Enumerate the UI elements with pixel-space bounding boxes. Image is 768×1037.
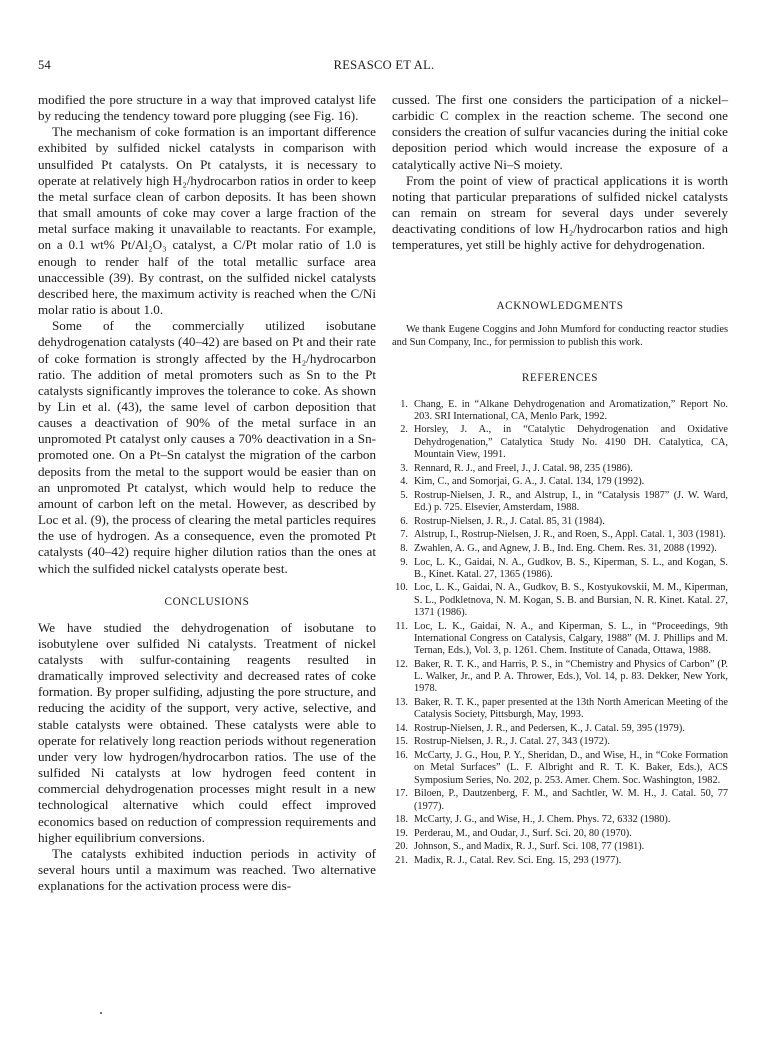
body-paragraph: The catalysts exhibited induction periods in activity of several hours until a maximum was reached. Two alternative explanations for the activation process were dis- (38, 845, 376, 894)
reference-text: Rostrup-Nielsen, J. R., and Alstrup, I., in “Catalysis 1987” (J. W. Ward, Ed.) p. 725. Elsevier, Amsterdam, 1988. (414, 489, 728, 514)
reference-item (392, 750, 728, 787)
reference-item (392, 841, 728, 853)
reference-number: 5. (400, 489, 408, 501)
reference-text: Biloen, P., Dautzenberg, F. M., and Sachtler, W. M. H., J. Catal. 50, 77 (1977). (414, 788, 728, 812)
scan-speck (100, 1012, 102, 1014)
body-paragraph: Some of the commercially utilized isobutane dehydrogenation catalysts (40–42) are based on Pt and their rate of coke formation is strongly affected by the H₂/hydrocarbon ratio. The addition of metal promoters such as Sn to the Pt catalysts significantly improves the tolerance to coke. As shown by Lin et al. (43), the same level of carbon deposition that causes a deactivation of 90% of the metal surface in an unpromoted Pt catalyst only causes a 70% deactivation in a Sn-promoted one. On a Pt–Sn catalyst the migration of the carbon deposits from the metal to the support would be easier than on an unpromoted Pt catalyst, which would help to reduce the amount of carbon left on the metal. However, as described by Loc et al. (9), the process of clearing the metal particles requires the use of hydrogen. As a consequence, even the promoted Pt catalysts (40–42) require higher dilution ratios than the ones at which the sulfided nickel catalysts operate best. (38, 318, 376, 576)
reference-number: 7. (400, 529, 408, 541)
reference-item (392, 529, 728, 541)
reference-item (392, 557, 728, 582)
reference-text: Alstrup, I., Rostrup-Nielsen, J. R., and Roen, S., Appl. Catal. 1, 303 (1981). (414, 529, 726, 541)
reference-number: 17. (395, 788, 408, 800)
reference-text: Perderau, M., and Oudar, J., Surf. Sci. 20, 80 (1970). (414, 827, 632, 839)
body-paragraph: The mechanism of coke formation is an important difference exhibited by sulfided nickel catalysts in comparison with unsulfided Pt catalysts. On Pt catalysts, it is necessary to operate at relatively high H₂/hydrocarbon ratios in order to keep the metal surface clean of carbon deposits. It has been shown that small amounts of coke may cover a large fraction of the metal surface making it unavailable to reactants. For example, on a 0.1 wt% Pt/Al₂O₃ catalyst, a C/Pt molar ratio of 1.0 is enough to render half of the total metallic surface area unaccessible (39). By contrast, on the sulfided nickel catalysts described here, the maximum activity is reached when the C/Ni molar ratio is about 1.0. (38, 124, 376, 318)
reference-number: 20. (395, 841, 408, 853)
reference-number: 4. (400, 476, 408, 488)
reference-item (392, 476, 728, 488)
reference-text: Madix, R. J., Catal. Rev. Sci. Eng. 15, 293 (1977). (414, 854, 622, 866)
reference-item (392, 723, 728, 735)
body-paragraph: cussed. The first one considers the participation of a nickel–carbidic C complex in the reaction scheme. The second one considers the creation of sulfur vacancies during the initial coke deposition period which would increase the exposure of a catalytically active Ni–S moiety. (392, 92, 728, 172)
reference-item (392, 828, 728, 840)
reference-item (392, 582, 728, 619)
reference-item (392, 516, 728, 528)
reference-text: Loc, L. K., Gaidai, N. A., and Kiperman, S. L., in “Proceedings, 9th International Congress on Catalysis, Calgary, 1988” (M. J. Phillips and M. Ternan, Eds.), Vol. 3, p. 1261. Chem. Institute of Canada, Ottawa, 1988. (414, 620, 728, 657)
reference-number: 12. (395, 658, 408, 670)
reference-text: Loc, L. K., Gaidai, N. A., Gudkov, B. S., Kiperman, S. L., and Kogan, S. B., Kinet. Katal. 27, 1365 (1986). (414, 556, 728, 580)
reference-number: 1. (400, 398, 408, 410)
reference-item (392, 621, 728, 658)
reference-item (392, 490, 728, 515)
reference-text: Horsley, J. A., in “Catalytic Dehydrogenation and Oxidative Dehydrogenation,” Catalytica Study No. 4190 DH. Catalytica, CA, Mountain View, 1991. (414, 424, 728, 461)
reference-text: Rostrup-Nielsen, J. R., J. Catal. 27, 343 (1972). (414, 736, 610, 748)
reference-number: 15. (395, 736, 408, 748)
reference-number: 11. (395, 620, 408, 632)
reference-text: Loc, L. K., Gaidai, N. A., Gudkov, B. S., Kostyukovskii, M. M., Kiperman, S. L., Podkletnova, N. M. Kogan, S. B. and Bursian, N. R. Kinet. Katal. 27, 1371 (1986). (414, 582, 728, 618)
reference-number: 14. (395, 722, 408, 734)
reference-item (392, 399, 728, 424)
right-column (392, 92, 728, 868)
reference-item (392, 543, 728, 555)
reference-number: 2. (400, 424, 408, 436)
reference-text: Rennard, R. J., and Freel, J., J. Catal. 98, 235 (1986). (414, 462, 633, 474)
reference-item (392, 659, 728, 696)
section-heading-acknowledgments: ACKNOWLEDGMENTS (496, 299, 624, 312)
left-column (38, 92, 376, 894)
reference-item (392, 814, 728, 826)
reference-list (392, 399, 728, 868)
reference-item (392, 736, 728, 748)
reference-text: Zwahlen, A. G., and Agnew, J. B., Ind. Eng. Chem. Res. 31, 2088 (1992). (414, 542, 717, 554)
reference-number: 8. (400, 542, 408, 554)
reference-text: Rostrup-Nielsen, J. R., and Pedersen, K., J. Catal. 59, 395 (1979). (414, 722, 685, 734)
reference-item (392, 697, 728, 722)
reference-text: Rostrup-Nielsen, J. R., J. Catal. 85, 31 (1984). (414, 515, 605, 527)
reference-number: 19. (395, 827, 408, 839)
reference-number: 10. (395, 582, 408, 594)
reference-text: Kim, C., and Somorjai, G. A., J. Catal. 134, 179 (1992). (414, 476, 645, 488)
reference-text: Chang, E. in “Alkane Dehydrogenation and Aromatization,” Report No. 203. SRI International, CA, Menlo Park, 1992. (414, 398, 728, 422)
reference-number: 18. (395, 814, 408, 826)
reference-number: 9. (400, 556, 408, 568)
running-head: RESASCO ET AL. (333, 58, 435, 72)
body-paragraph: From the point of view of practical applications it is worth noting that particular preparations of sulfided nickel catalysts can remain on stream for several days under severely deactivating conditions of low H₂/hydrocarbon ratios and high temperatures, yet still be highly active for dehydrogenation. (392, 172, 728, 253)
reference-number: 21. (395, 854, 408, 866)
section-heading-conclusions: CONCLUSIONS (164, 595, 250, 608)
reference-text: Baker, R. T. K., and Harris, P. S., in “Chemistry and Physics of Carbon” (P. L. Walker, Jr., and P. A. Thrower, Eds.), Vol. 14, p. 83. Dekker, New York, 1978. (414, 658, 728, 695)
reference-text: Johnson, S., and Madix, R. J., Surf. Sci. 108, 77 (1981). (414, 841, 645, 853)
body-paragraph: modified the pore structure in a way that improved catalyst life by reducing the tendency toward pore plugging (see Fig. 16). (38, 92, 376, 124)
reference-item (392, 855, 728, 867)
reference-text: McCarty, J. G., Hou, P. Y., Sheridan, D., and Wise, H., in “Coke Formation on Metal Surfaces” (L. F. Albright and R. T. K. Baker, Eds.), ACS Symposium Series, No. 202, p. 253. Amer. Chem. Soc. Washington, 1982. (414, 750, 728, 786)
reference-number: 13. (395, 696, 408, 708)
reference-item (392, 463, 728, 475)
reference-text: McCarty, J. G., and Wise, H., J. Chem. Phys. 72, 6332 (1980). (414, 814, 671, 826)
section-heading-references: REFERENCES (521, 371, 599, 384)
page-number: 54 (38, 58, 52, 72)
acknowledgments-text: We thank Eugene Coggins and John Mumford for conducting reactor studies and Sun Company, Inc., for permission to publish this work. (392, 323, 728, 348)
reference-number: 3. (400, 462, 408, 474)
reference-text: Baker, R. T. K., paper presented at the 13th North American Meeting of the Catalysis Society, Pittsburgh, May, 1993. (414, 696, 728, 721)
reference-item (392, 424, 728, 461)
body-paragraph: We have studied the dehydrogenation of isobutane to isobutylene over sulfided Ni catalysts. Treatment of nickel catalysts with sulfur-containing reagents resulted in dramatically improved selectivity and decreased rates of coke formation. By proper sulfiding, adjusting the pore structure, and reducing the acidity of the support, very active, selective, and stable catalysts were obtained. These catalysts were able to operate for relatively long reaction periods without regeneration under very low hydrogen/hydrocarbon ratios. The use of the sulfided Ni catalysts at low hydrogen feed content in commercial dehydrogenation processes might result in a new technological alternative which could effect improved economics based on reduction of compression requirements and higher equilibrium conversions. (38, 619, 376, 845)
reference-number: 16. (395, 750, 408, 762)
page-header (38, 58, 730, 76)
reference-number: 6. (400, 515, 408, 527)
reference-item (392, 788, 728, 813)
